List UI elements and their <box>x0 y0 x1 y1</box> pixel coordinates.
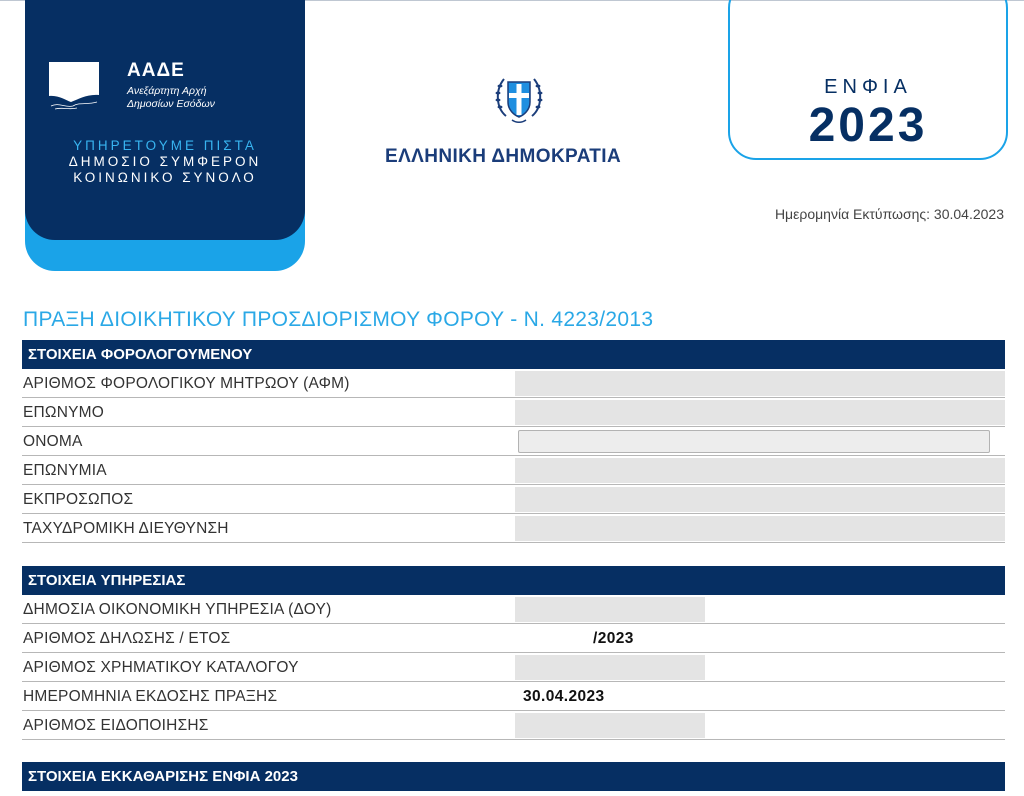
taxpayer-row-surname <box>22 398 1005 427</box>
row-label: ΑΡΙΘΜΟΣ ΧΡΗΜΑΤΙΚΟΥ ΚΑΤΑΛΟΓΟΥ <box>23 659 299 676</box>
motto-line3: ΚΟΙΝΩΝΙΚΟ ΣΥΝΟΛΟ <box>73 170 257 185</box>
print-date: Ημερομηνία Εκτύπωσης: 30.04.2023 <box>774 206 1004 222</box>
surname-value-field <box>515 400 1005 425</box>
doy-value-field <box>515 597 705 622</box>
motto-line1: ΥΠΗΡΕΤΟΥΜΕ ΠΙΣΤΑ <box>73 138 257 153</box>
aade-subtitle <box>127 85 215 111</box>
enfia-year: 2023 <box>808 99 928 152</box>
aade-subtitle-line2: Δημοσίων Εσόδων <box>127 98 215 110</box>
document-title: ΠΡΑΞΗ ΔΙΟΙΚΗΤΙΚΟΥ ΠΡΟΣΔΙΟΡΙΣΜΟΥ ΦΟΡΟΥ - Ν. 4223/2013 <box>23 308 654 331</box>
row-label: ΕΠΩΝΥΜΙΑ <box>23 462 107 479</box>
row-label: ΕΚΠΡΟΣΩΠΟΣ <box>23 491 134 508</box>
row-label: ΤΑΧΥΔΡΟΜΙΚΗ ΔΙΕΥΘΥΝΣΗ <box>23 520 229 537</box>
taxpayer-row-company-name <box>22 456 1005 485</box>
enfia-label: ΕΝΦΙΑ <box>824 76 912 98</box>
taxpayer-row-name <box>22 427 1005 456</box>
taxpayer-section <box>22 340 1005 543</box>
service-row-declaration-number <box>22 624 1005 653</box>
logo-panel <box>25 0 305 240</box>
aade-title: ΑΑΔΕ <box>127 60 185 81</box>
aade-logo-icon <box>49 62 99 112</box>
aade-subtitle-line1: Ανεξάρτητη Αρχή <box>127 85 207 97</box>
motto-line2: ΔΗΜΟΣΙΟ ΣΥΜΦΕΡΟΝ <box>68 154 262 169</box>
row-label: ΑΡΙΘΜΟΣ ΔΗΛΩΣΗΣ / ΕΤΟΣ <box>23 630 231 647</box>
service-section <box>22 566 1005 740</box>
taxpayer-row-representative <box>22 485 1005 514</box>
hellenic-republic-emblem-icon <box>492 70 546 126</box>
representative-value-field <box>515 487 1005 512</box>
row-label: ΑΡΙΘΜΟΣ ΕΙΔΟΠΟΙΗΣΗΣ <box>23 717 209 734</box>
settlement-section <box>22 762 1005 791</box>
taxpayer-section-header: ΣΤΟΙΧΕΙΑ ΦΟΡΟΛΟΓΟΥΜΕΝΟΥ <box>22 340 1005 369</box>
service-row-doy <box>22 595 1005 624</box>
republic-title: ΕΛΛΗΝΙΚΗ ΔΗΜΟΚΡΑΤΙΑ <box>385 146 622 167</box>
row-label: ΗΜΕΡΟΜΗΝΙΑ ΕΚΔΟΣΗΣ ΠΡΑΞΗΣ <box>23 688 278 705</box>
taxpayer-row-afm <box>22 369 1005 398</box>
service-row-catalogue-number <box>22 653 1005 682</box>
taxpayer-row-address <box>22 514 1005 543</box>
issue-date-value: 30.04.2023 <box>523 688 605 705</box>
settlement-section-header: ΣΤΟΙΧΕΙΑ ΕΚΚΑΘΑΡΙΣΗΣ ΕΝΦΙΑ 2023 <box>22 762 1005 791</box>
row-label: ΔΗΜΟΣΙΑ ΟΙΚΟΝΟΜΙΚΗ ΥΠΗΡΕΣΙΑ (ΔΟΥ) <box>23 601 332 618</box>
service-row-notice-number <box>22 711 1005 740</box>
row-label: ΕΠΩΝΥΜΟ <box>23 404 105 421</box>
service-section-header: ΣΤΟΙΧΕΙΑ ΥΠΗΡΕΣΙΑΣ <box>22 566 1005 595</box>
row-label: ΑΡΙΘΜΟΣ ΦΟΡΟΛΟΓΙΚΟΥ ΜΗΤΡΩΟΥ (ΑΦΜ) <box>23 375 350 392</box>
row-label: ΟΝΟΜΑ <box>23 433 83 450</box>
name-value-field <box>518 430 990 453</box>
catalogue-number-value-field <box>515 655 705 680</box>
service-row-issue-date <box>22 682 1005 711</box>
company-name-value-field <box>515 458 1005 483</box>
motto <box>25 138 305 186</box>
address-value-field <box>515 516 1005 541</box>
declaration-number-value: /2023 <box>593 630 634 647</box>
afm-value-field <box>515 371 1005 396</box>
notice-number-value-field <box>515 713 705 738</box>
